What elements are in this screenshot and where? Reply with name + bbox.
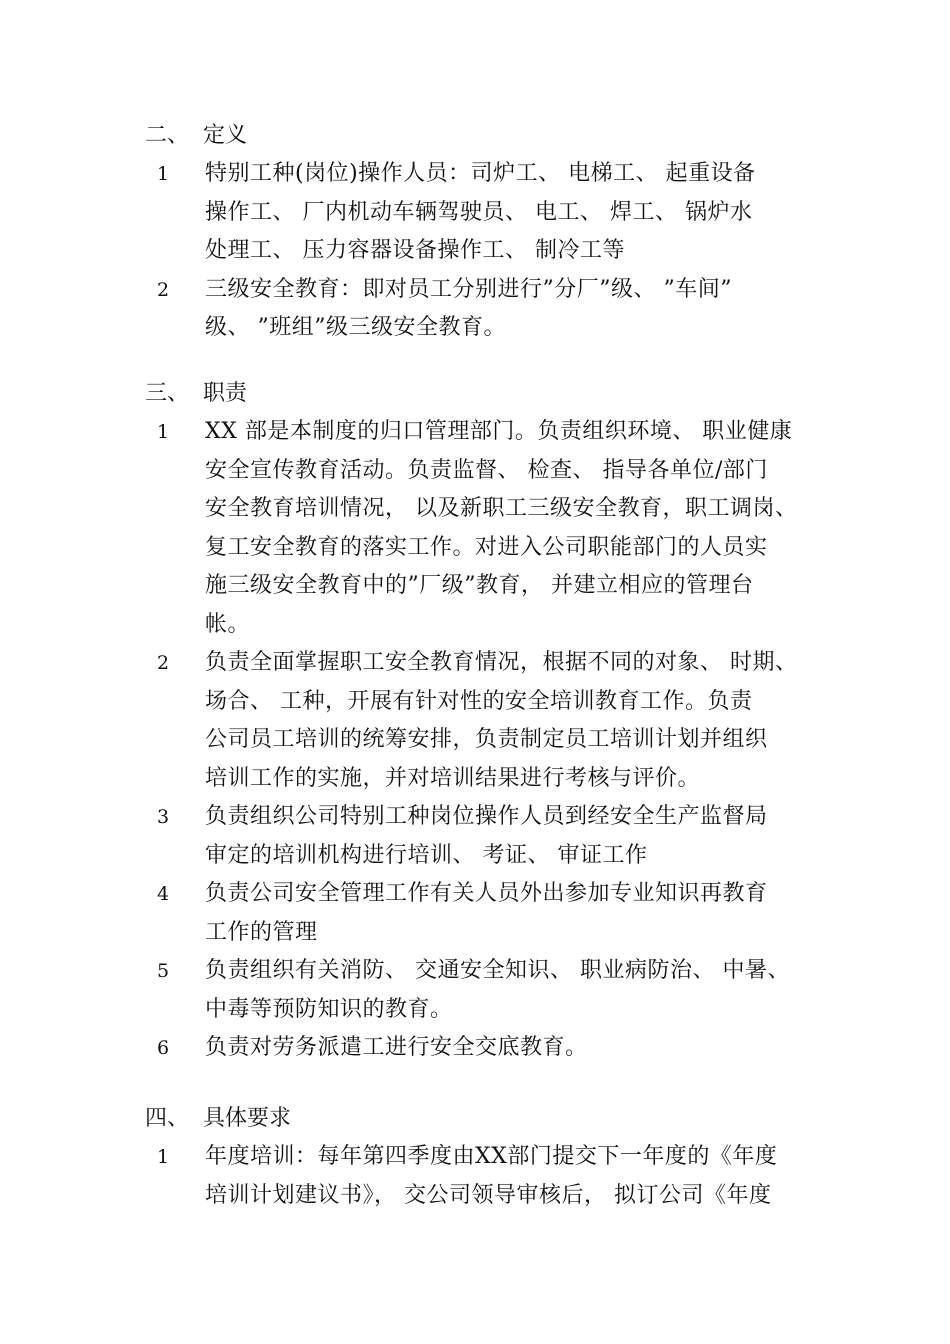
text-line: 负责组织有关消防、 交通安全知识、 职业病防治、 中暑、: [205, 958, 790, 983]
text-line: 培训工作的实施，并对培训结果进行考核与评价。: [205, 765, 701, 791]
item-number: 1: [157, 421, 170, 443]
text-line: XX 部是本制度的归口管理部门。负责组织环境、 职业健康: [205, 419, 793, 444]
item-text: [205, 798, 813, 875]
text-line: 场合、 工种，开展有针对性的安全培训教育工作。负责: [205, 688, 753, 714]
item-number: 1: [157, 163, 170, 185]
text-line: 处理工、 压力容器设备操作工、 制冷工等: [205, 238, 625, 263]
item-number: 3: [157, 806, 170, 828]
list-item: [0, 271, 950, 348]
section-number: 二、: [145, 123, 190, 148]
item-number: 1: [157, 1146, 170, 1168]
item-text: [205, 413, 813, 644]
text-line: 审定的培训机构进行培训、 考证、 审证工作: [205, 842, 648, 868]
text-line: 三级安全教育：即对员工分别进行”分厂”级、 ”车间”: [205, 276, 732, 302]
list-item: [0, 952, 950, 1029]
text-line: 中毒等预防知识的教育。: [205, 996, 453, 1022]
item-text: [205, 271, 813, 348]
text-line: 负责公司安全管理工作有关人员外出参加专业知识再教育: [205, 881, 768, 906]
item-text: [205, 644, 813, 798]
section-heading: [0, 1100, 950, 1138]
text-line: 帐。: [205, 611, 251, 637]
item-text: [205, 875, 813, 952]
text-line: 负责对劳务派遣工进行安全交底教育。: [205, 1035, 588, 1060]
item-text: [205, 952, 813, 1029]
item-text: [205, 1138, 813, 1215]
text-line: 年度培训：每年第四季度由XX部门提交下一年度的《年度: [205, 1144, 778, 1169]
section-heading: [0, 117, 950, 155]
item-number: 2: [157, 278, 170, 301]
list-item: [0, 644, 950, 798]
item-text: [205, 155, 813, 271]
text-line: 操作工、 厂内机动车辆驾驶员、 电工、 焊工、 锅炉水: [205, 199, 753, 225]
item-text: [205, 1029, 813, 1068]
section-title: 职责: [203, 381, 248, 406]
text-line: 负责全面掌握职工安全教育情况，根据不同的对象、 时期、: [205, 650, 798, 675]
section-title: 定义: [203, 123, 248, 148]
section-definitions: [0, 117, 950, 348]
text-line: 级、 ”班组”级三级安全教育。: [205, 315, 506, 340]
list-item: [0, 1029, 950, 1068]
item-number: 2: [157, 652, 170, 674]
text-line: 安全教育培训情况， 以及新职工三级安全教育，职工调岗、: [205, 496, 798, 521]
section-requirements: [0, 1100, 950, 1215]
text-line: 培训计划建议书》， 交公司领导审核后， 拟订公司《年度: [205, 1182, 772, 1208]
text-line: 负责组织公司特别工种岗位操作人员到经安全生产监督局: [205, 804, 768, 829]
text-line: 施三级安全教育中的”厂级”教育， 并建立相应的管理台: [205, 573, 754, 598]
text-line: 安全宣传教育活动。负责监督、 检查、 指导各单位/部门: [205, 457, 768, 483]
list-item: [0, 875, 950, 952]
item-number: 6: [157, 1037, 170, 1059]
text-line: 复工安全教育的落实工作。对进入公司职能部门的人员实: [205, 534, 768, 560]
section-title: 具体要求: [203, 1106, 292, 1131]
text-line: 特别工种(岗位)操作人员：司炉工、 电梯工、 起重设备: [205, 161, 756, 186]
list-item: [0, 1138, 950, 1215]
section-number: 三、: [145, 381, 190, 406]
section-heading: [0, 375, 950, 413]
text-line: 工作的管理: [205, 919, 318, 945]
list-item: [0, 155, 950, 271]
item-number: 4: [157, 883, 170, 905]
list-item: [0, 798, 950, 875]
item-number: 5: [157, 960, 170, 982]
section-number: 四、: [145, 1106, 190, 1131]
list-item: [0, 413, 950, 644]
section-responsibilities: [0, 375, 950, 1068]
text-line: 公司员工培训的统筹安排，负责制定员工培训计划并组织: [205, 727, 768, 752]
